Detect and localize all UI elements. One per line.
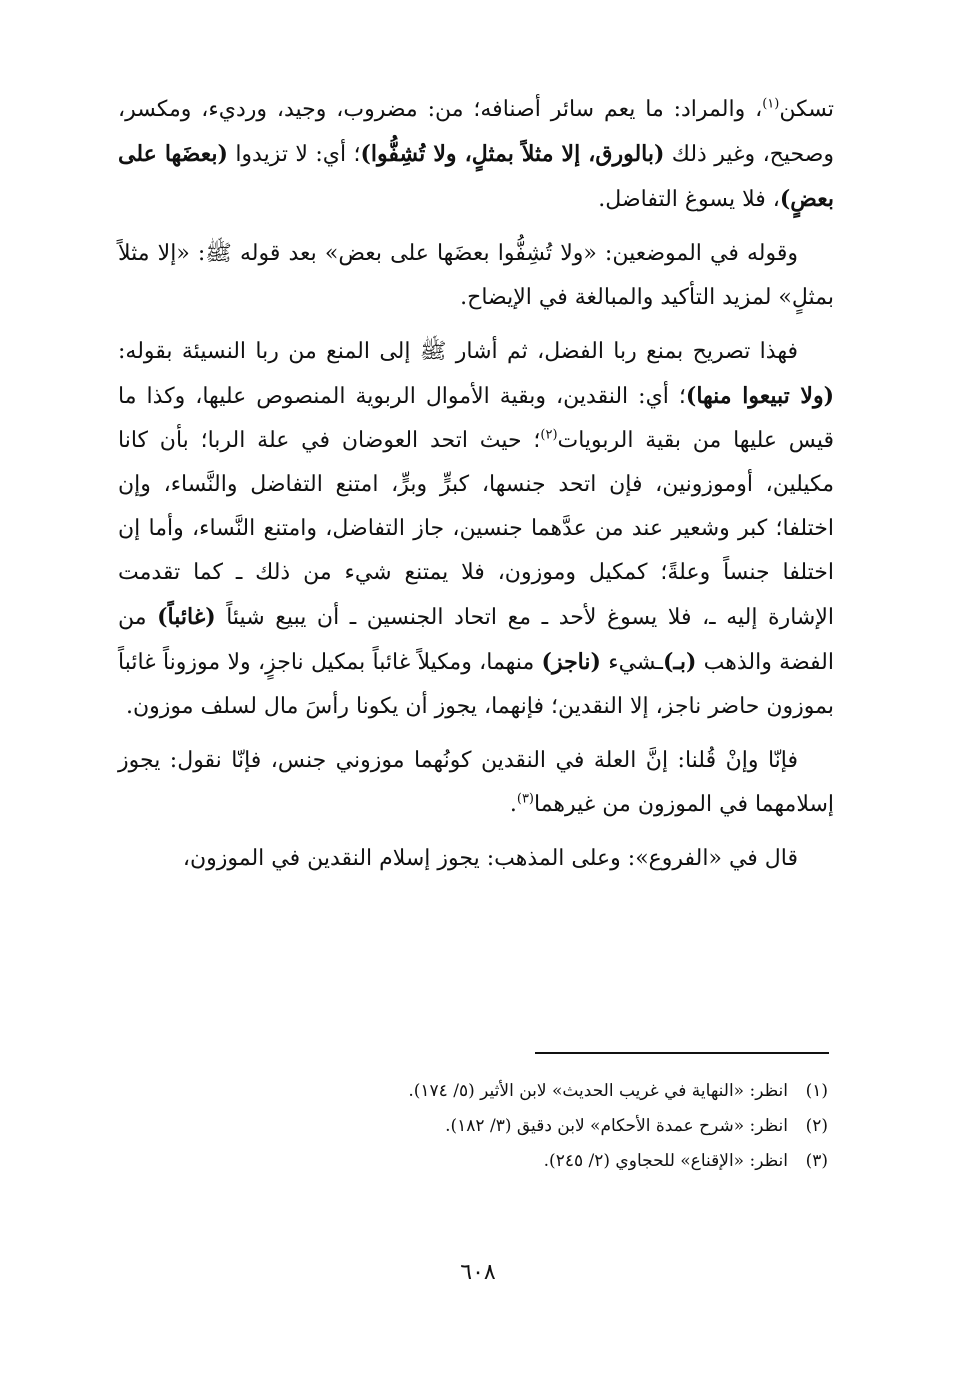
text-run: ؛ أي: لا تزيدوا — [227, 142, 361, 167]
text-run: من الفضة والذهب — [118, 605, 834, 675]
footnote — [118, 1144, 834, 1179]
text-run: منهما، ومكيلاً غائباً بمكيل ناجزٍ، ولا موزوناً غائباً بموزون حاضر ناجز، إلا النقدين؛ فإنهما، يجوز أن يكونا رأسَ مال لسلف موزون. — [118, 650, 834, 719]
text-run: قال في «الفروع»: وعلى المذهب: يجوز إسلام النقدين في الموزون، — [182, 846, 798, 871]
page-number: ٦٠٨ — [460, 1260, 496, 1285]
text-run: . — [509, 792, 517, 817]
text-run: وقوله في الموضعين: «ولا تُشِفُّوا بعضَها على بعض» بعد قوله ﷺ: «إلا مثلاً بمثلٍ» لمزيد التأكيد والمبالغة في الإيضاح. — [118, 241, 834, 310]
bold-text-run: (بالورق، إلا مثلاً بمثلٍ، ولا تُشِفُّوا) — [360, 141, 665, 167]
bold-text-run: (ولا تبيعوا منها) — [685, 383, 834, 409]
paragraph — [118, 232, 834, 320]
paragraph — [118, 837, 834, 881]
bold-text-run: (بـ) — [662, 649, 697, 675]
text-run: ، والمراد: ما يعم سائر أصنافه؛ من: مضروب، وجيد، ورديء، ومكسر، وصحيح، وغير ذلك — [118, 97, 835, 167]
main-text — [118, 88, 834, 891]
footnote-number: (٣) — [805, 1151, 828, 1171]
bold-text-run: (بعضَها على بعضٍ) — [118, 141, 834, 212]
footnote — [118, 1074, 834, 1109]
footnote-text: انظر: «الإقناع» للحجاوي (٢/ ٢٤٥). — [543, 1151, 788, 1171]
footnote-separator — [535, 1052, 829, 1054]
text-run: ، فلا يسوغ التفاضل. — [598, 187, 780, 212]
text-run: فهذا تصريح بمنع ربا الفضل، ثم أشار ﷺ إلى المنع من ربا النسيئة بقوله: — [118, 339, 798, 364]
footnote-number: (١) — [805, 1081, 828, 1101]
footnote-number: (٢) — [805, 1116, 828, 1136]
paragraph — [118, 330, 834, 729]
bold-text-run: (ناجز) — [541, 649, 601, 675]
text-run: ؛ أي: النقدين، وبقية الأموال الربوية المنصوص عليها، وكذا ما قيس عليها من بقية الربويات — [118, 384, 835, 453]
footnote-marker: (٣) — [516, 791, 534, 807]
footnote — [118, 1109, 834, 1144]
paragraph — [118, 88, 834, 222]
footnote-marker: (١) — [762, 96, 780, 112]
text-run: تسكن — [779, 97, 834, 122]
bold-text-run: (غائباً) — [157, 604, 216, 630]
text-run: ـشيء — [600, 650, 663, 675]
text-run: ؛ حيث اتحد العوضان في علة الربا؛ بأن كانا مكيلين، أوموزونين، فإن اتحد جنسها، كبرٍّ وبرٍّ، امتنع التفاضل والنَّساء، وإن اختلفا؛ كبر وشعير عند من عدَّهما جنسين، جاز التفاضل، وامتنع النَّساء، وأما إن اختلفا جنساً وعلةً؛ كمكيل وموزون، فلا يمتنع شيء من ذلك ـ كما تقدمت الإشارة إليه ـ، فلا يسوغ لأحد ـ مع اتحاد الجنسين ـ أن يبيع شيئاً — [118, 428, 834, 630]
footnote-marker: (٢) — [540, 427, 558, 443]
footnote-text: انظر: «النهاية في غريب الحديث» لابن الأثير (٥/ ١٧٤). — [408, 1081, 788, 1101]
footnote-text: انظر: «شرح عمدة الأحكام» لابن دقيق (٣/ ١٨٢). — [445, 1116, 788, 1136]
text-run: فإنّا وإنْ قُلنا: إنَّ العلة في النقدين كونُهما موزوني جنس، فإنّا نقول: يجوز إسلامهما في الموزون من غيرهما — [118, 748, 834, 817]
paragraph — [118, 739, 834, 827]
footnotes — [118, 1074, 834, 1179]
